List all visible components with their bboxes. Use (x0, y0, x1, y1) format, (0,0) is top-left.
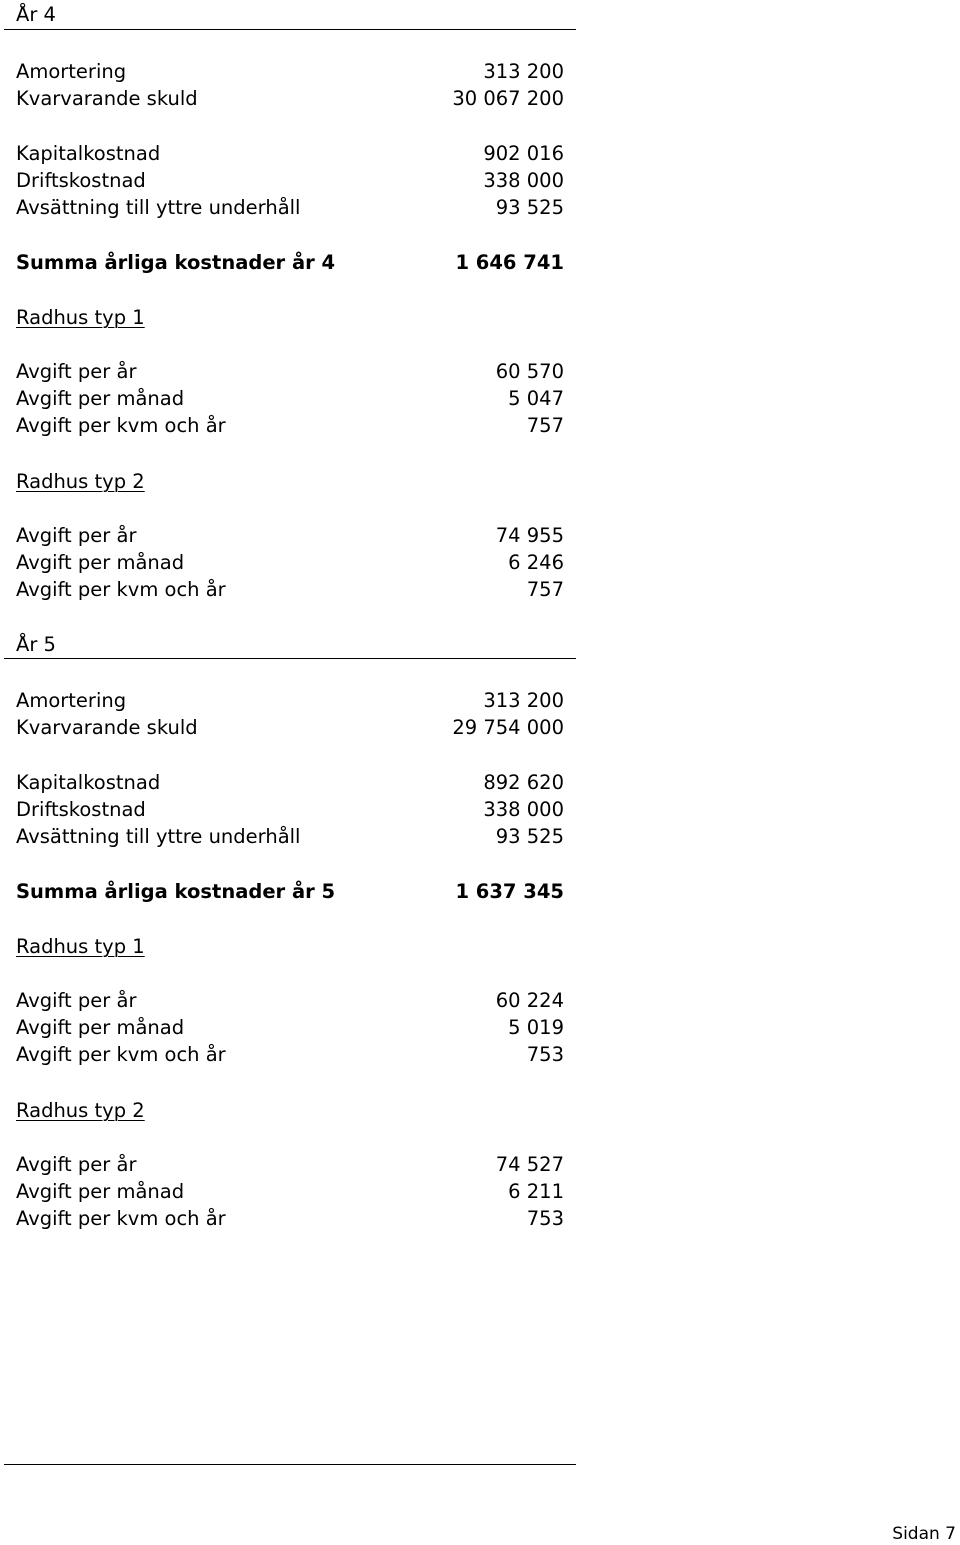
avgift-per-kvm-label: Avgift per kvm och år (16, 414, 226, 437)
kapitalkostnad-label: Kapitalkostnad (16, 771, 161, 794)
avgift-per-ar-value: 60 570 (495, 360, 564, 383)
avgift-per-manad-value: 5 047 (508, 387, 564, 410)
year-4-radhus-2-per-ar-row (16, 523, 564, 549)
year-5-radhus-2-heading-row (16, 1098, 564, 1124)
kvarvarande-skuld-label: Kvarvarande skuld (16, 716, 198, 739)
summa-label: Summa årliga kostnader år 4 (16, 251, 336, 274)
avgift-per-kvm-value: 753 (526, 1207, 564, 1230)
summa-label: Summa årliga kostnader år 5 (16, 880, 336, 903)
driftskostnad-label: Driftskostnad (16, 169, 146, 192)
radhus-typ-2-heading: Radhus typ 2 (16, 1099, 145, 1122)
kvarvarande-skuld-value: 29 754 000 (452, 716, 564, 739)
amortering-label: Amortering (16, 689, 127, 712)
page-number: Sidan 7 (892, 1524, 956, 1544)
footer-divider (4, 1464, 576, 1465)
avgift-per-manad-label: Avgift per månad (16, 387, 185, 410)
year-4-driftskostnad-row (16, 168, 564, 194)
summa-value: 1 637 345 (455, 880, 564, 903)
year-5-kapitalkostnad-row (16, 770, 564, 796)
kvarvarande-skuld-label: Kvarvarande skuld (16, 87, 198, 110)
avgift-per-kvm-label: Avgift per kvm och år (16, 578, 226, 601)
avsattning-label: Avsättning till yttre underhåll (16, 825, 301, 848)
year-5-avsattning-row (16, 824, 564, 850)
year-5-radhus-1-per-kvm-row (16, 1042, 564, 1068)
radhus-typ-1-heading: Radhus typ 1 (16, 935, 145, 958)
avgift-per-kvm-value: 757 (526, 414, 564, 437)
year-4-kvarvarande-row (16, 86, 564, 112)
year-4-divider (4, 29, 576, 30)
year-4-radhus-2-per-manad-row (16, 550, 564, 576)
amortering-label: Amortering (16, 60, 127, 83)
driftskostnad-label: Driftskostnad (16, 798, 146, 821)
avsattning-label: Avsättning till yttre underhåll (16, 196, 301, 219)
avgift-per-manad-label: Avgift per månad (16, 551, 185, 574)
avgift-per-kvm-label: Avgift per kvm och år (16, 1043, 226, 1066)
avgift-per-manad-label: Avgift per månad (16, 1016, 185, 1039)
avgift-per-manad-value: 5 019 (508, 1016, 564, 1039)
avsattning-value: 93 525 (495, 196, 564, 219)
year-5-radhus-1-per-manad-row (16, 1015, 564, 1041)
year-4-amortering-row (16, 59, 564, 85)
avgift-per-manad-label: Avgift per månad (16, 1180, 185, 1203)
year-5-radhus-2-per-manad-row (16, 1179, 564, 1205)
amortering-value: 313 200 (483, 60, 564, 83)
year-4-summa-row (16, 250, 564, 276)
year-5-amortering-row (16, 688, 564, 714)
year-5-divider (4, 658, 576, 659)
avgift-per-ar-label: Avgift per år (16, 360, 137, 383)
year-4-kapitalkostnad-row (16, 141, 564, 167)
kapitalkostnad-label: Kapitalkostnad (16, 142, 161, 165)
year-5-heading: År 5 (16, 633, 56, 656)
avgift-per-ar-label: Avgift per år (16, 524, 137, 547)
radhus-typ-1-heading: Radhus typ 1 (16, 306, 145, 329)
avgift-per-kvm-value: 753 (526, 1043, 564, 1066)
year-5-radhus-1-per-ar-row (16, 988, 564, 1014)
year-5-summa-row (16, 879, 564, 905)
year-5-radhus-2-per-kvm-row (16, 1206, 564, 1232)
avsattning-value: 93 525 (495, 825, 564, 848)
year-4-radhus-1-per-ar-row (16, 359, 564, 385)
year-5-kvarvarande-row (16, 715, 564, 741)
year-5-driftskostnad-row (16, 797, 564, 823)
avgift-per-manad-value: 6 246 (508, 551, 564, 574)
year-4-radhus-2-heading-row (16, 469, 564, 495)
kapitalkostnad-value: 892 620 (483, 771, 564, 794)
avgift-per-ar-value: 60 224 (495, 989, 564, 1012)
amortering-value: 313 200 (483, 689, 564, 712)
radhus-typ-2-heading: Radhus typ 2 (16, 470, 145, 493)
year-5-radhus-2-per-ar-row (16, 1152, 564, 1178)
year-4-radhus-2-per-kvm-row (16, 577, 564, 603)
avgift-per-manad-value: 6 211 (508, 1180, 564, 1203)
avgift-per-kvm-label: Avgift per kvm och år (16, 1207, 226, 1230)
year-4-heading: År 4 (16, 3, 56, 26)
year-5-radhus-1-heading-row (16, 934, 564, 960)
avgift-per-ar-label: Avgift per år (16, 989, 137, 1012)
kvarvarande-skuld-value: 30 067 200 (452, 87, 564, 110)
year-4-radhus-1-per-manad-row (16, 386, 564, 412)
avgift-per-kvm-value: 757 (526, 578, 564, 601)
avgift-per-ar-label: Avgift per år (16, 1153, 137, 1176)
year-4-radhus-1-per-kvm-row (16, 413, 564, 439)
driftskostnad-value: 338 000 (483, 798, 564, 821)
summa-value: 1 646 741 (455, 251, 564, 274)
avgift-per-ar-value: 74 955 (495, 524, 564, 547)
year-4-radhus-1-heading-row (16, 305, 564, 331)
year-4-avsattning-row (16, 195, 564, 221)
avgift-per-ar-value: 74 527 (495, 1153, 564, 1176)
driftskostnad-value: 338 000 (483, 169, 564, 192)
kapitalkostnad-value: 902 016 (483, 142, 564, 165)
